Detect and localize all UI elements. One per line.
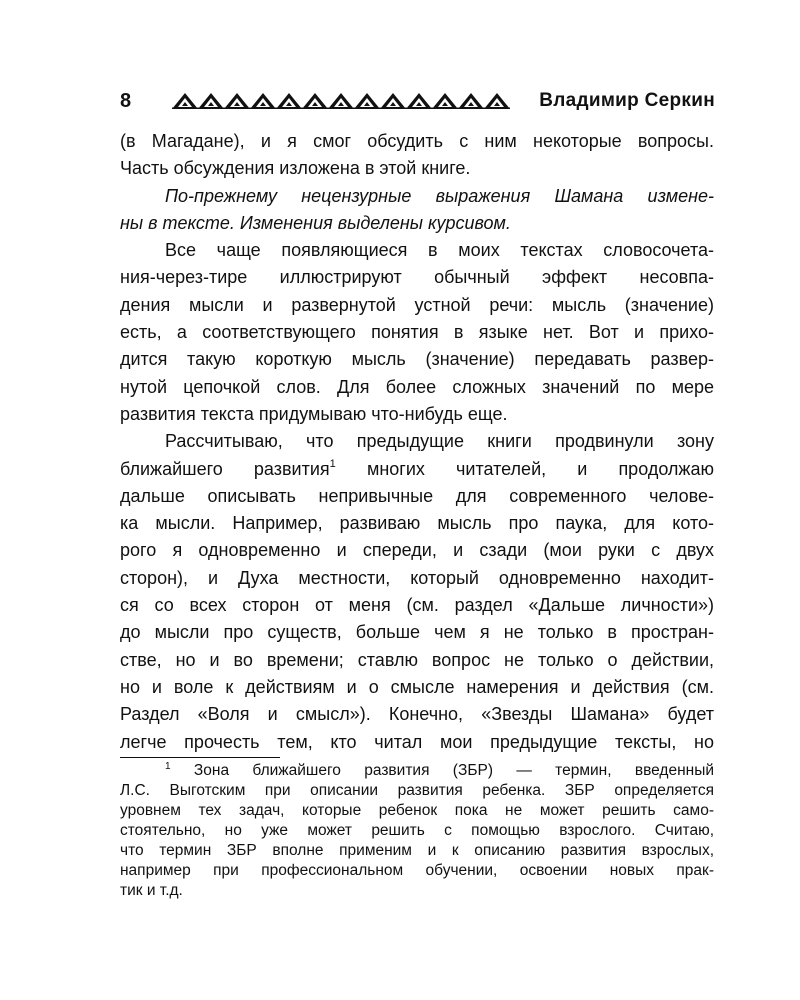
- triangle-ornament-icon: [172, 93, 510, 109]
- footnote-line: стоятельно, но уже может решить с помощью взрослого. Считаю,: [120, 822, 714, 839]
- page-number: 8: [120, 90, 132, 112]
- footnote: [120, 761, 714, 901]
- footnote-marker: 1: [165, 761, 171, 772]
- text-segment: многих читателей, и продолжаю: [366, 458, 714, 479]
- text-line: сторон), и Духа местности, который одновременно находит-: [120, 567, 714, 588]
- footnote-divider: [120, 757, 280, 758]
- footnote-line: уровнем тех задач, которые ребенок пока не может решить само-: [120, 802, 714, 819]
- text-segment: ближайшего развития: [120, 458, 330, 479]
- text-line: Часть обсуждения изложена в этой книге.: [120, 158, 471, 179]
- footnote-line: например при профессиональном обучении, освоении новых прак-: [120, 862, 714, 879]
- text-line: ся со всех сторон от меня (см. раздел «Дальше личности»): [120, 595, 714, 616]
- footnote-reference[interactable]: 1: [329, 457, 336, 470]
- text-line: рого я одновременно и спереди, и сзади (мои руки с двух: [120, 540, 714, 561]
- text-line: дальше описывать непривычные для современного челове-: [120, 485, 714, 506]
- text-line: Все чаще появляющиеся в моих текстах словосочета-: [165, 240, 714, 261]
- text-line: легче прочесть тем, кто читал мои предыдущие тексты, но: [120, 731, 714, 752]
- italic-note-line: ны в тексте. Изменения выделены курсивом.: [120, 212, 511, 233]
- text-line: до мысли про существ, больше чем я не только в простран-: [120, 622, 714, 643]
- text-line: Раздел «Воля и смысл»). Конечно, «Звезды Шамана» будет: [120, 704, 714, 725]
- text-line: Рассчитываю, что предыдущие книги продвинули зону: [165, 431, 714, 452]
- text-line-with-footnote: [120, 456, 714, 483]
- text-line: ния-через-тире иллюстрируют обычный эффект несовпа-: [120, 267, 714, 288]
- footnote-line: тик и т.д.: [120, 882, 183, 899]
- text-line: но и воле к действиям и о смысле намерения и действия (см.: [120, 676, 714, 697]
- footnote-line: Л.С. Выготским при описании развития ребенка. ЗБР определяется: [120, 782, 714, 799]
- text-line: стве, но и во времени; ставлю вопрос не только о действии,: [120, 649, 714, 670]
- text-line: развития текста придумываю что-нибудь еще.: [120, 403, 508, 424]
- text-line: дения мысли и развернутой устной речи: мысль (значение): [120, 294, 714, 315]
- italic-note-line: По-прежнему нецензурные выражения Шамана измене-: [165, 185, 714, 206]
- main-text: [120, 128, 714, 756]
- text-line: дится такую короткую мысль (значение) передавать развер-: [120, 349, 714, 370]
- footnote-line: [120, 761, 714, 781]
- text-line: (в Магадане), и я смог обсудить с ним некоторые вопросы.: [120, 131, 714, 151]
- text-line: ка мысли. Например, развиваю мысль про паука, для кото-: [120, 513, 714, 534]
- text-line: нутой цепочкой слов. Для более сложных значений по мере: [120, 376, 714, 397]
- footnote-text: Зона ближайшего развития (ЗБР) — термин, введенный: [193, 762, 715, 779]
- footnote-line: что термин ЗБР вполне применим и к описанию развития взрослых,: [120, 842, 714, 859]
- author-name: Владимир Серкин: [539, 90, 715, 111]
- text-line: есть, а соответствующего понятия в языке нет. Вот и прихо-: [120, 322, 714, 343]
- running-header: [120, 88, 715, 114]
